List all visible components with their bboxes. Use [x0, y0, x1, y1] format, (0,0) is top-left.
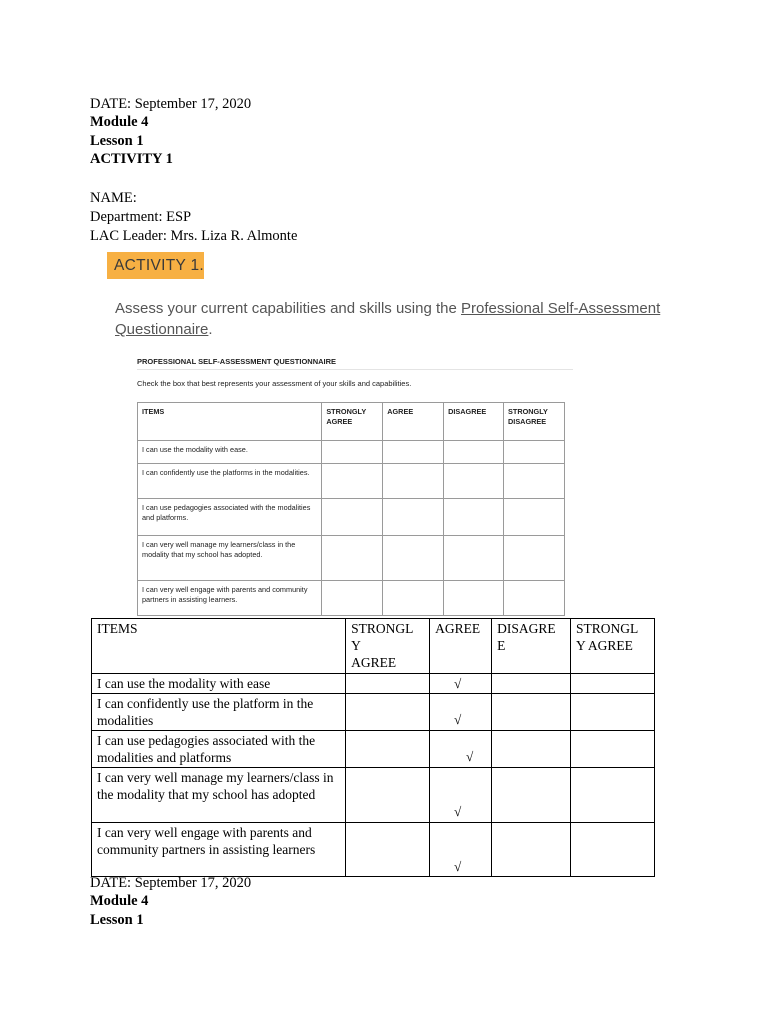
instruction-text — [115, 298, 685, 340]
answer-header-row — [92, 619, 655, 674]
q-item: I can very well engage with parents and community partners in assisting learners. — [138, 581, 322, 616]
q-checkbox-cell[interactable] — [444, 536, 504, 581]
check-mark: √ — [454, 712, 462, 727]
q-header-items: ITEMS — [138, 403, 322, 441]
q-item: I can use the modality with ease. — [138, 441, 322, 464]
answer-cell-agree[interactable] — [430, 823, 492, 877]
check-mark: √ — [454, 859, 462, 874]
questionnaire-row — [138, 536, 565, 581]
q-header-strongly-agree: STRONGLY AGREE — [322, 403, 383, 441]
footer-module-line: Module 4 — [90, 893, 149, 909]
a-header-agree: AGREE — [430, 619, 492, 674]
q-checkbox-cell[interactable] — [444, 464, 504, 499]
lesson-line: Lesson 1 — [90, 133, 144, 149]
answer-cell[interactable] — [571, 768, 655, 823]
q-checkbox-cell[interactable] — [383, 441, 444, 464]
q-checkbox-cell[interactable] — [322, 464, 383, 499]
check-mark: √ — [454, 676, 462, 691]
questionnaire-title: PROFESSIONAL SELF-ASSESSMENT QUESTIONNAIRE — [137, 357, 573, 370]
q-checkbox-cell[interactable] — [322, 441, 383, 464]
q-item: I can confidently use the platforms in the modalities. — [138, 464, 322, 499]
q-checkbox-cell[interactable] — [504, 441, 565, 464]
q-checkbox-cell[interactable] — [504, 499, 565, 536]
answer-cell-agree[interactable] — [430, 694, 492, 731]
answer-row — [92, 823, 655, 877]
answer-cell[interactable] — [346, 768, 430, 823]
a-header-items: ITEMS — [92, 619, 346, 674]
answer-cell[interactable] — [571, 823, 655, 877]
questionnaire-subtitle: Check the box that best represents your assessment of your skills and capabilities. — [137, 379, 412, 388]
q-header-strongly-disagree: STRONGLY DISAGREE — [504, 403, 565, 441]
answer-cell[interactable] — [346, 731, 430, 768]
answer-cell[interactable] — [346, 674, 430, 694]
questionnaire-row — [138, 441, 565, 464]
a-header-strongly-agree-2: STRONGL Y AGREE — [571, 619, 655, 674]
q-checkbox-cell[interactable] — [444, 499, 504, 536]
module-line: Module 4 — [90, 114, 149, 130]
q-item: I can use pedagogies associated with the modalities and platforms. — [138, 499, 322, 536]
q-checkbox-cell[interactable] — [504, 581, 565, 616]
q-checkbox-cell[interactable] — [383, 581, 444, 616]
questionnaire-row — [138, 499, 565, 536]
answer-item: I can very well manage my learners/class in the modality that my school has adopted — [92, 768, 346, 823]
answer-cell[interactable] — [571, 674, 655, 694]
answer-row — [92, 768, 655, 823]
answer-cell[interactable] — [346, 694, 430, 731]
answer-item: I can use pedagogies associated with the modalities and platforms — [92, 731, 346, 768]
instruction-suffix: . — [208, 321, 213, 338]
q-checkbox-cell[interactable] — [322, 581, 383, 616]
answer-cell[interactable] — [492, 674, 571, 694]
q-checkbox-cell[interactable] — [383, 464, 444, 499]
answer-cell[interactable] — [571, 694, 655, 731]
instruction-prefix: Assess your current capabilities and skills using the — [115, 300, 461, 317]
answer-row — [92, 674, 655, 694]
q-checkbox-cell[interactable] — [504, 464, 565, 499]
a-header-strongly-agree: STRONGL Y AGREE — [346, 619, 430, 674]
footer-lesson-line: Lesson 1 — [90, 912, 144, 928]
q-header-agree: AGREE — [383, 403, 444, 441]
q-checkbox-cell[interactable] — [383, 499, 444, 536]
answer-cell[interactable] — [346, 823, 430, 877]
answer-cell[interactable] — [492, 731, 571, 768]
activity-banner: ACTIVITY 1. — [107, 252, 204, 279]
answer-cell-agree[interactable] — [430, 731, 492, 768]
a-header-disagree: DISAGRE E — [492, 619, 571, 674]
questionnaire-row — [138, 581, 565, 616]
q-checkbox-cell[interactable] — [383, 536, 444, 581]
check-mark: √ — [466, 749, 474, 764]
q-checkbox-cell[interactable] — [444, 441, 504, 464]
answer-cell-agree[interactable] — [430, 768, 492, 823]
answer-cell[interactable] — [571, 731, 655, 768]
q-checkbox-cell[interactable] — [322, 536, 383, 581]
department-line: Department: ESP — [90, 209, 192, 225]
answer-item: I can use the modality with ease — [92, 674, 346, 694]
check-mark: √ — [454, 804, 462, 819]
q-item: I can very well manage my learners/class in the modality that my school has adopted. — [138, 536, 322, 581]
date-line: DATE: September 17, 2020 — [90, 96, 252, 112]
q-checkbox-cell[interactable] — [504, 536, 565, 581]
answer-cell[interactable] — [492, 823, 571, 877]
activity-heading: ACTIVITY 1 — [90, 151, 173, 167]
answer-row — [92, 694, 655, 731]
questionnaire-link[interactable]: Professional Self-Assessment Questionnaire — [115, 300, 661, 338]
answer-table — [91, 618, 655, 877]
answer-cell[interactable] — [492, 768, 571, 823]
answer-item: I can very well engage with parents and community partners in assisting learners — [92, 823, 346, 877]
questionnaire-header-row — [138, 403, 565, 441]
questionnaire-row — [138, 464, 565, 499]
lac-leader-line: LAC Leader: Mrs. Liza R. Almonte — [90, 228, 298, 244]
q-checkbox-cell[interactable] — [322, 499, 383, 536]
q-header-disagree: DISAGREE — [444, 403, 504, 441]
answer-row — [92, 731, 655, 768]
answer-cell[interactable] — [492, 694, 571, 731]
footer-date-line: DATE: September 17, 2020 — [90, 875, 252, 891]
q-checkbox-cell[interactable] — [444, 581, 504, 616]
name-line: NAME: — [90, 190, 137, 206]
answer-item: I can confidently use the platform in the modalities — [92, 694, 346, 731]
questionnaire-table — [137, 402, 565, 616]
answer-cell-agree[interactable] — [430, 674, 492, 694]
